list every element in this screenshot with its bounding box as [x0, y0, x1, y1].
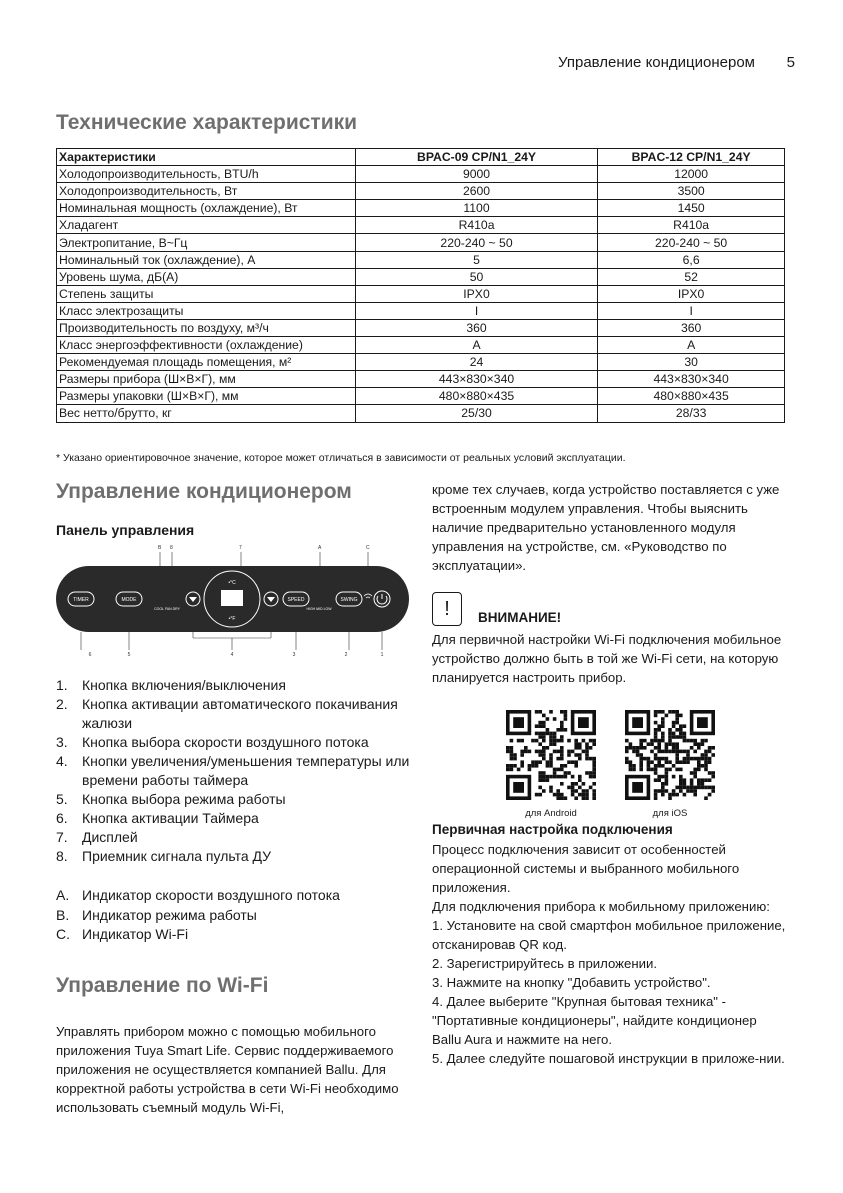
table-cell: 220-240 ~ 50	[355, 234, 597, 251]
temp-c-label: •°C	[228, 580, 236, 586]
table-cell: Размеры упаковки (Ш×В×Г), мм	[57, 388, 356, 405]
table-cell: Уровень шума, дБ(А)	[57, 268, 356, 285]
list-item: 3. Кнопка выбора скорости воздушного потока	[56, 734, 369, 750]
spec-table	[56, 148, 785, 423]
table-row	[57, 371, 785, 388]
swing-label: SWING	[340, 597, 358, 603]
panel-legend-numbered	[56, 676, 416, 866]
table-cell: IPX0	[598, 285, 785, 302]
table-cell: 360	[355, 319, 597, 336]
continuation-paragraph: кроме тех случаев, когда устройство поставляется с уже встроенным модулем управления. Чтобы выяснить наличие предварительно установленного модуля управления на устройстве, см. «Руководство по эксплуатации».	[432, 482, 780, 573]
page-number: 5	[786, 54, 795, 71]
table-cell: I	[355, 302, 597, 319]
spec-header-row	[57, 149, 785, 166]
display-screen	[221, 590, 243, 606]
qr-code-ios-icon	[625, 710, 715, 800]
attention-label: ВНИМАНИЕ!	[478, 610, 562, 625]
table-cell: A	[598, 337, 785, 354]
table-cell: 480×880×435	[355, 388, 597, 405]
table-row	[57, 302, 785, 319]
table-cell: Класс энергоэффективности (охлаждение)	[57, 337, 356, 354]
running-header: Управление кондиционером	[558, 54, 755, 71]
table-cell: Вес нетто/брутто, кг	[57, 405, 356, 422]
section-title-management: Управление кондиционером	[56, 480, 352, 503]
qr-code-android-icon	[506, 710, 596, 800]
table-row	[57, 234, 785, 251]
callout-label: 5	[127, 652, 131, 658]
spec-header-cell: BPAC-09 CP/N1_24Y	[355, 149, 597, 166]
callout-label: 8	[170, 545, 173, 551]
table-cell: 9000	[355, 166, 597, 183]
temp-f-label: •°F	[228, 616, 236, 622]
list-item: 5. Кнопка выбора режима работы	[56, 791, 286, 807]
setup-line: 4. Далее выберите "Крупная бытовая техника" - "Портативные кондиционеры", найдите кондиционер Ballu Aura и нажмите на него.	[432, 994, 757, 1047]
callout-label: 4	[230, 652, 234, 658]
mode-label: MODE	[121, 597, 137, 603]
table-cell: 443×830×340	[598, 371, 785, 388]
setup-line: 5. Далее следуйте пошаговой инструкции в приложе-нии.	[432, 1051, 785, 1066]
table-cell: 25/30	[355, 405, 597, 422]
list-item: 6. Кнопка активации Таймера	[56, 810, 259, 826]
table-cell: 1100	[355, 200, 597, 217]
table-cell: Производительность по воздуху, м³/ч	[57, 319, 356, 336]
table-row	[57, 285, 785, 302]
panel-legend-letters	[56, 886, 340, 945]
table-cell: 30	[598, 354, 785, 371]
table-row	[57, 200, 785, 217]
table-row	[57, 183, 785, 200]
table-row	[57, 166, 785, 183]
callout-label: 2	[344, 652, 348, 658]
table-cell: 1450	[598, 200, 785, 217]
tech-specs-title: Технические характеристики	[56, 111, 358, 134]
table-cell: IPX0	[355, 285, 597, 302]
list-item: 8. Приемник сигнала пульта ДУ	[56, 848, 272, 864]
callout-label: 6	[88, 652, 92, 658]
table-cell: Электропитание, В~Гц	[57, 234, 356, 251]
table-cell: Размеры прибора (Ш×В×Г), мм	[57, 371, 356, 388]
table-cell: 480×880×435	[598, 388, 785, 405]
table-cell: I	[598, 302, 785, 319]
list-item: 1. Кнопка включения/выключения	[56, 677, 286, 693]
table-cell: Степень защиты	[57, 285, 356, 302]
list-item: 2. Кнопка активации автоматического покачивания жалюзи	[56, 696, 398, 731]
setup-line: Для подключения прибора к мобильному приложению:	[432, 899, 770, 914]
setup-title: Первичная настройка подключения	[432, 822, 673, 837]
panel-subtitle: Панель управления	[56, 522, 195, 538]
table-cell: Класс электрозащиты	[57, 302, 356, 319]
spec-header-cell: Характеристики	[57, 149, 356, 166]
table-cell: 5	[355, 251, 597, 268]
table-cell: Номинальная мощность (охлаждение), Вт	[57, 200, 356, 217]
callout-label: B	[158, 545, 162, 551]
list-item: B. Индикатор режима работы	[56, 906, 257, 923]
table-cell: 50	[355, 268, 597, 285]
attention-icon: !	[432, 592, 462, 626]
list-item: C. Индикатор Wi-Fi	[56, 926, 189, 942]
list-item: 4. Кнопки увеличения/уменьшения температуры или времени работы таймера	[56, 753, 410, 788]
qr-label-android: для Android	[525, 808, 577, 819]
callout-label: A	[318, 545, 322, 551]
speed-label: SPEED	[287, 597, 305, 603]
table-row	[57, 388, 785, 405]
table-cell: 360	[598, 319, 785, 336]
table-cell: 52	[598, 268, 785, 285]
section-title-wifi: Управление по Wi-Fi	[56, 974, 269, 997]
spec-header-cell: BPAC-12 CP/N1_24Y	[598, 149, 785, 166]
table-cell: Рекомендуемая площадь помещения, м²	[57, 354, 356, 371]
setup-steps	[432, 840, 787, 1068]
list-item: A. Индикатор скорости воздушного потока	[56, 887, 340, 903]
qr-label-ios: для iOS	[652, 808, 688, 819]
table-cell: 24	[355, 354, 597, 371]
speed-indicator-labels: HIGH MID LOW	[306, 607, 332, 611]
attention-text: Для первичной настройки Wi-Fi подключения мобильное устройство должно быть в той же Wi-Fi сети, на которую планируется настроить прибор.	[432, 632, 782, 685]
callout-label: 3	[292, 652, 296, 658]
table-cell: 28/33	[598, 405, 785, 422]
table-row	[57, 217, 785, 234]
table-cell: 12000	[598, 166, 785, 183]
table-cell: Холодопроизводительность, Вт	[57, 183, 356, 200]
table-cell: R410a	[598, 217, 785, 234]
setup-line: 2. Зарегистрируйтесь в приложении.	[432, 956, 658, 971]
table-cell: 220-240 ~ 50	[598, 234, 785, 251]
list-item: 7. Дисплей	[56, 829, 138, 845]
callout-label: C	[366, 545, 370, 551]
setup-line: 1. Установите на свой смартфон мобильное приложение, отсканировав QR код.	[432, 918, 786, 952]
table-cell: 6,6	[598, 251, 785, 268]
callout-label: 1	[380, 652, 384, 658]
table-row	[57, 319, 785, 336]
table-cell: Хладагент	[57, 217, 356, 234]
table-row	[57, 268, 785, 285]
table-row	[57, 251, 785, 268]
setup-line: Процесс подключения зависит от особенностей операционной системы и выбранного мобильного приложения.	[432, 842, 740, 895]
wifi-paragraph: Управлять прибором можно с помощью мобильного приложения Tuya Smart Life. Сервис поддерживаемого приложения не осуществляется компанией Ballu. Для корректной работы устройства в сети Wi-Fi необходимо использовать съемный модуль Wi-Fi,	[56, 1024, 399, 1115]
control-panel-diagram	[56, 540, 416, 660]
callout-label: 7	[239, 545, 242, 551]
timer-label: TIMER	[73, 597, 89, 603]
table-cell: 2600	[355, 183, 597, 200]
table-cell: 443×830×340	[355, 371, 597, 388]
mode-indicator-labels: COOL FAN DRY	[154, 607, 180, 611]
table-row	[57, 405, 785, 422]
table-row	[57, 337, 785, 354]
footnote: * Указано ориентировочное значение, которое может отличаться в зависимости от реальных условий эксплуатации.	[56, 452, 626, 464]
setup-line: 3. Нажмите на кнопку "Добавить устройство".	[432, 975, 711, 990]
table-cell: Холодопроизводительность, BTU/h	[57, 166, 356, 183]
table-cell: R410a	[355, 217, 597, 234]
table-row	[57, 354, 785, 371]
table-cell: 3500	[598, 183, 785, 200]
table-cell: A	[355, 337, 597, 354]
table-cell: Номинальный ток (охлаждение), А	[57, 251, 356, 268]
